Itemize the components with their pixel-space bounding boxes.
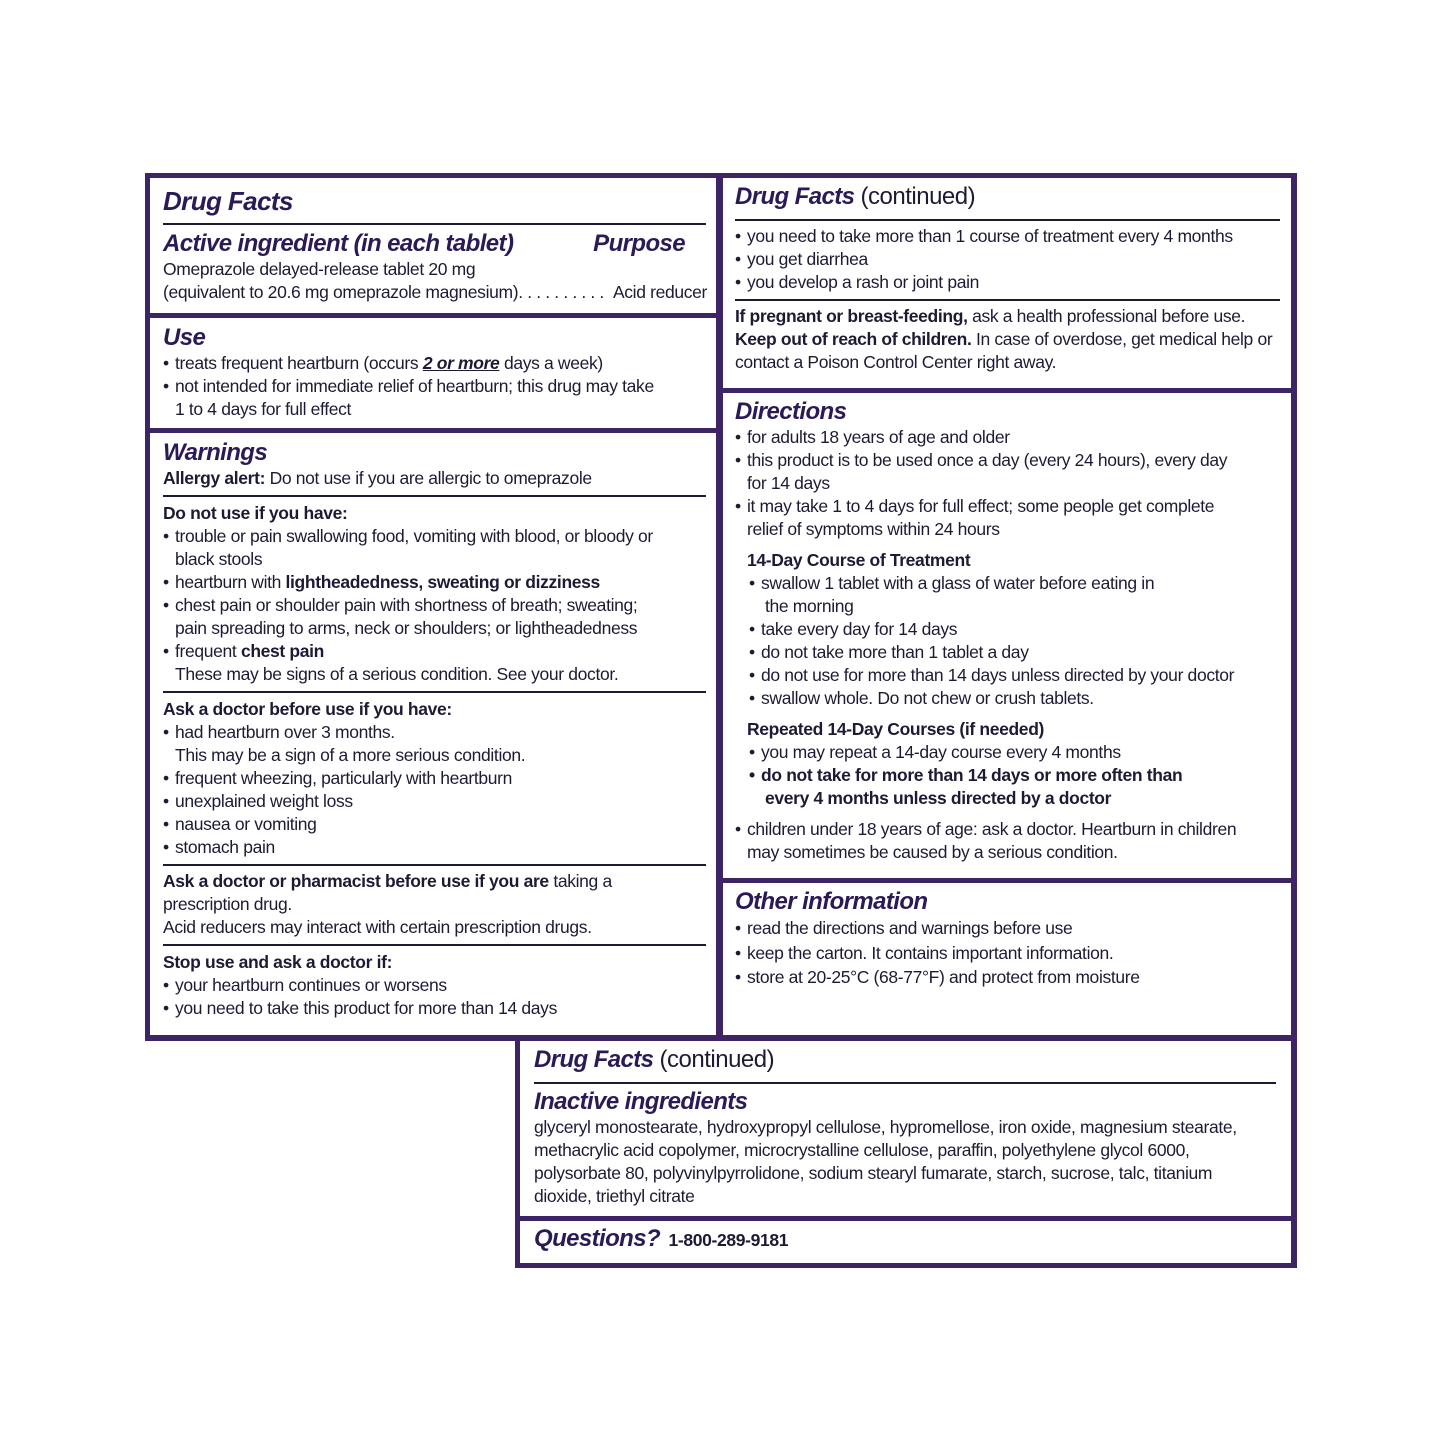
divider	[163, 223, 706, 225]
purpose-heading: Purpose	[593, 230, 685, 257]
ask-pharmacist-note: Acid reducers may interact with certain prescription drugs.	[163, 917, 592, 937]
drug-facts-continued-title: Drug Facts (continued)	[735, 183, 976, 210]
active-ingredient-heading: Active ingredient (in each tablet)	[163, 230, 514, 257]
warning-item: • frequent chest pain	[163, 640, 704, 663]
inactive-ingredients-section	[520, 1041, 1291, 1216]
stop-use-item: • you need to take more than 1 course of treatment every 4 months	[735, 225, 1279, 248]
use-item: • treats frequent heartburn (occurs 2 or more days a week)	[163, 352, 704, 375]
divider	[163, 944, 706, 946]
ask-doctor-item: • unexplained weight loss	[163, 790, 704, 813]
active-ingredient-line-2: (equivalent to 20.6 mg omeprazole magnesium). . . . . . . . . .	[163, 282, 604, 302]
frequency-emphasis: 2 or more	[422, 353, 500, 373]
other-info-item: • keep the carton. It contains important information.	[735, 941, 1279, 966]
inactive-ingredients-heading: Inactive ingredients	[534, 1088, 748, 1115]
inactive-ingredients-line: methacrylic acid copolymer, microcrystalline cellulose, paraffin, polyethylene glycol 6000,	[534, 1140, 1190, 1160]
drug-facts-title: Drug Facts	[163, 186, 293, 216]
stop-use-item: • your heartburn continues or worsens	[163, 974, 704, 997]
drug-facts-continued-title: Drug Facts (continued)	[534, 1046, 775, 1073]
divider	[735, 219, 1280, 221]
warning-note: These may be signs of a serious condition. See your doctor.	[175, 664, 619, 684]
ask-doctor-item: • had heartburn over 3 months.	[163, 721, 704, 744]
pregnancy-warning: If pregnant or breast-feeding, ask a health professional before use.	[735, 306, 1246, 326]
directions-heading: Directions	[735, 398, 847, 425]
repeated-course-item-cont: every 4 months unless directed by a doctor	[765, 788, 1112, 808]
active-ingredient-section	[150, 178, 716, 313]
questions-phone[interactable]: 1-800-289-9181	[668, 1230, 789, 1250]
direction-item-cont: for 14 days	[747, 473, 830, 493]
use-section	[150, 318, 716, 428]
repeated-course-item: • do not take for more than 14 days or more often than	[749, 764, 1279, 787]
warning-item: • heartburn with lightheadedness, sweating or dizziness	[163, 571, 704, 594]
divider	[163, 864, 706, 866]
questions-section	[520, 1221, 1291, 1263]
other-info-item: • read the directions and warnings before use	[735, 916, 1279, 941]
stop-use-item: • you develop a rash or joint pain	[735, 271, 1279, 294]
warning-item: • chest pain or shoulder pain with shortness of breath; sweating;	[163, 594, 704, 617]
warning-item-cont: pain spreading to arms, neck or shoulders; or lightheadedness	[175, 618, 638, 638]
direction-item: • it may take 1 to 4 days for full effect; some people get complete	[735, 495, 1279, 518]
stop-use-item: • you get diarrhea	[735, 248, 1279, 271]
active-ingredient-line-1: Omeprazole delayed-release tablet 20 mg	[163, 259, 476, 279]
inactive-ingredients-line: dioxide, triethyl citrate	[534, 1186, 695, 1206]
ask-doctor-heading: Ask a doctor before use if you have:	[163, 699, 452, 719]
questions-label: Questions?	[534, 1225, 661, 1252]
other-info-item: • store at 20-25°C (68-77°F) and protect from moisture	[735, 966, 1279, 989]
course-heading: 14-Day Course of Treatment	[747, 550, 971, 570]
ask-doctor-item: • frequent wheezing, particularly with heartburn	[163, 767, 704, 790]
direction-item: • for adults 18 years of age and older	[735, 426, 1279, 449]
direction-item-cont: relief of symptoms within 24 hours	[747, 519, 1000, 539]
keep-away-warning: Keep out of reach of children. In case of overdose, get medical help or	[735, 329, 1273, 349]
warning-item-cont: black stools	[175, 549, 263, 569]
ask-doctor-item: • stomach pain	[163, 836, 704, 859]
ask-pharmacist: Ask a doctor or pharmacist before use if you are taking a	[163, 871, 612, 891]
divider	[163, 495, 706, 497]
divider	[163, 691, 706, 693]
warning-item: • trouble or pain swallowing food, vomiting with blood, or bloody or	[163, 525, 704, 548]
course-item: • swallow 1 tablet with a glass of water before eating in	[749, 572, 1279, 595]
course-item: • swallow whole. Do not chew or crush tablets.	[749, 687, 1279, 710]
course-item: • do not use for more than 14 days unless directed by your doctor	[749, 664, 1279, 687]
other-information-heading: Other information	[735, 888, 928, 915]
warnings-section	[150, 433, 716, 1035]
purpose-value: Acid reducer	[612, 282, 707, 302]
direction-item: • this product is to be used once a day (every 24 hours), every day	[735, 449, 1279, 472]
ask-pharmacist-cont: prescription drug.	[163, 894, 292, 914]
continued-warnings-section	[723, 178, 1291, 388]
repeated-course-heading: Repeated 14-Day Courses (if needed)	[747, 719, 1045, 739]
allergy-alert: Allergy alert: Do not use if you are allergic to omeprazole	[163, 468, 592, 488]
do-not-use-heading: Do not use if you have:	[163, 503, 348, 523]
direction-item: • children under 18 years of age: ask a doctor. Heartburn in children	[735, 818, 1279, 841]
divider	[534, 1082, 1276, 1084]
keep-away-warning-cont: contact a Poison Control Center right away.	[735, 352, 1057, 372]
use-heading: Use	[163, 324, 206, 351]
other-information-section	[723, 883, 1291, 1035]
course-item-cont: the morning	[765, 596, 854, 616]
ask-doctor-item: • nausea or vomiting	[163, 813, 704, 836]
course-item: • take every day for 14 days	[749, 618, 1279, 641]
course-item: • do not take more than 1 tablet a day	[749, 641, 1279, 664]
divider	[735, 299, 1280, 301]
repeated-course-item: • you may repeat a 14-day course every 4 months	[749, 741, 1279, 764]
warnings-heading: Warnings	[163, 439, 268, 466]
directions-section	[723, 393, 1291, 878]
use-item-cont: 1 to 4 days for full effect	[175, 399, 352, 419]
stop-use-heading: Stop use and ask a doctor if:	[163, 952, 393, 972]
ask-doctor-item-cont: This may be a sign of a more serious condition.	[175, 745, 526, 765]
inactive-ingredients-line: glyceryl monostearate, hydroxypropyl cellulose, hypromellose, iron oxide, magnesium stearate,	[534, 1117, 1237, 1137]
direction-item-cont: may sometimes be caused by a serious condition.	[747, 842, 1118, 862]
stop-use-item: • you need to take this product for more than 14 days	[163, 997, 704, 1020]
inactive-ingredients-line: polysorbate 80, polyvinylpyrrolidone, sodium stearyl fumarate, starch, sucrose, talc, titanium	[534, 1163, 1213, 1183]
use-item: • not intended for immediate relief of heartburn; this drug may take	[163, 375, 704, 398]
